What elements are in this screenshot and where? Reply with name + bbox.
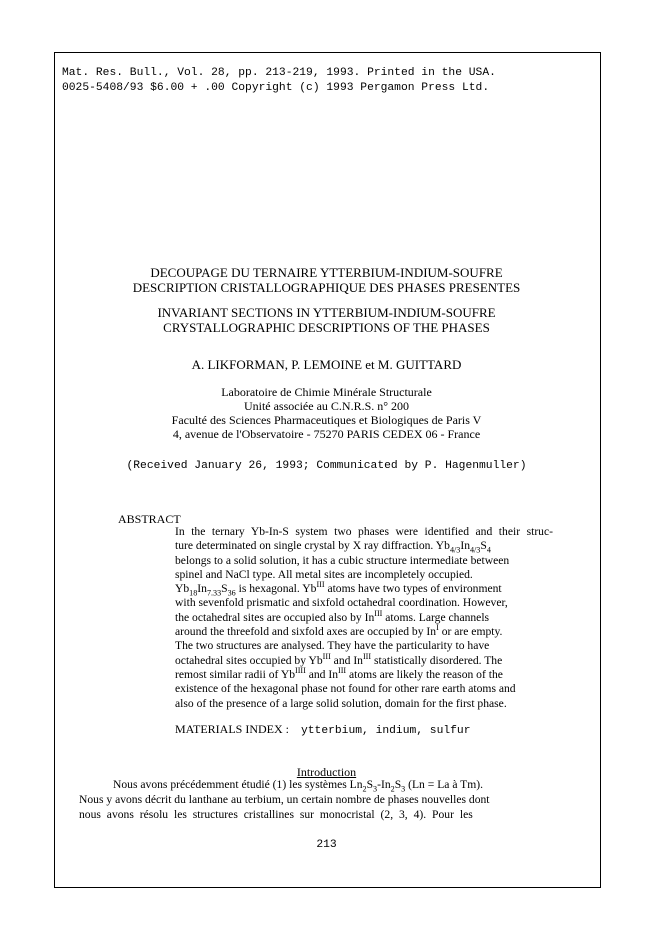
english-title-line-1: INVARIANT SECTIONS IN YTTERBIUM-INDIUM-SOUFRE	[157, 305, 496, 320]
abstract-line: also of the presence of a large solid solution, domain for the first phase.	[175, 696, 507, 710]
authors: A. LIKFORMAN, P. LEMOINE et M. GUITTARD	[191, 357, 462, 372]
abstract-line: around the threefold and sixfold axes are occupied by $In^I$ or are empty.	[175, 623, 503, 639]
abstract-line: spinel and NaCl type. All metal sites are incompletely occupied.	[175, 567, 473, 581]
journal-header-line-2: 0025-5408/93 $6.00 + .00 Copyright (c) 1993 Pergamon Press Ltd.	[62, 82, 490, 94]
intro-line-3: nous avons résolu les structures cristallines sur monocristal (2, 3, 4). Pour les	[79, 808, 473, 821]
abstract-line: belongs to a solid solution, it has a cubic structure intermediate between	[175, 553, 510, 567]
abstract-line: with sevenfold prismatic and sixfold octahedral coordination. However,	[175, 596, 508, 610]
affiliation-line-3: Faculté des Sciences Pharmaceutiques et Biologiques de Paris V	[171, 413, 482, 427]
affiliation-line-2: Unité associée au C.N.R.S. n° 200	[243, 399, 410, 413]
abstract-body	[175, 525, 553, 711]
affiliation-line-4: 4, avenue de l'Observatoire - 75270 PARIS CEDEX 06 - France	[172, 427, 481, 441]
abstract-line: The two structures are analysed. They have the particularity to have	[175, 639, 490, 653]
intro-line-1: Nous avons précédemment étudié (1) les systèmes $Ln_2S_3-In_2S_3$ (Ln = La à Tm).	[113, 778, 484, 794]
abstract-line: octahedral sites occupied by $Yb^{III}$ and $In^{III}$ statistically disordered. The	[175, 651, 503, 667]
french-title-line-1: DECOUPAGE DU TERNAIRE YTTERBIUM-INDIUM-SOUFRE	[150, 265, 503, 280]
abstract-line: existence of the hexagonal phase not found for other rare earth atoms and	[175, 682, 516, 696]
abstract-line: ture determinated on single crystal by X ray diffraction. $Yb_{4/3}In_{4/3}S_4$	[175, 539, 491, 555]
abstract-line: the octahedral sites are occupied also by $In^{III}$ atoms. Large channels	[175, 608, 490, 624]
abstract-line: remost similar radii of $Yb^{IIII}$ and $In^{III}$ atoms are likely the reason of the	[175, 666, 503, 681]
abstract-line: In the ternary Yb-In-S system two phases were identified and their struc-	[175, 525, 553, 538]
materials-index	[175, 720, 470, 738]
abstract-heading: ABSTRACT	[118, 512, 181, 526]
abstract-line: $Yb_{18}In_{7.33}S_{36}$ is hexagonal. $Yb^{III}$ atoms have two types of environment	[175, 580, 502, 598]
materials-index-label: MATERIALS INDEX :	[175, 722, 289, 736]
affiliation-line-1: Laboratoire de Chimie Minérale Structurale	[221, 385, 432, 399]
received-line: (Received January 26, 1993; Communicated by P. Hagenmuller)	[126, 460, 527, 472]
introduction-heading: Introduction	[296, 765, 357, 779]
materials-index-value: ytterbium, indium, sulfur	[301, 725, 471, 737]
intro-line-2: Nous y avons décrit du lanthane au terbium, un certain nombre de phases nouvelles dont	[79, 793, 490, 806]
french-title-line-2: DESCRIPTION CRISTALLOGRAPHIQUE DES PHASES PRESENTES	[132, 280, 521, 295]
journal-header-line-1: Mat. Res. Bull., Vol. 28, pp. 213-219, 1993. Printed in the USA.	[62, 67, 496, 79]
page-number: 213	[316, 839, 337, 851]
english-title-line-2: CRYSTALLOGRAPHIC DESCRIPTIONS OF THE PHASES	[163, 320, 490, 335]
